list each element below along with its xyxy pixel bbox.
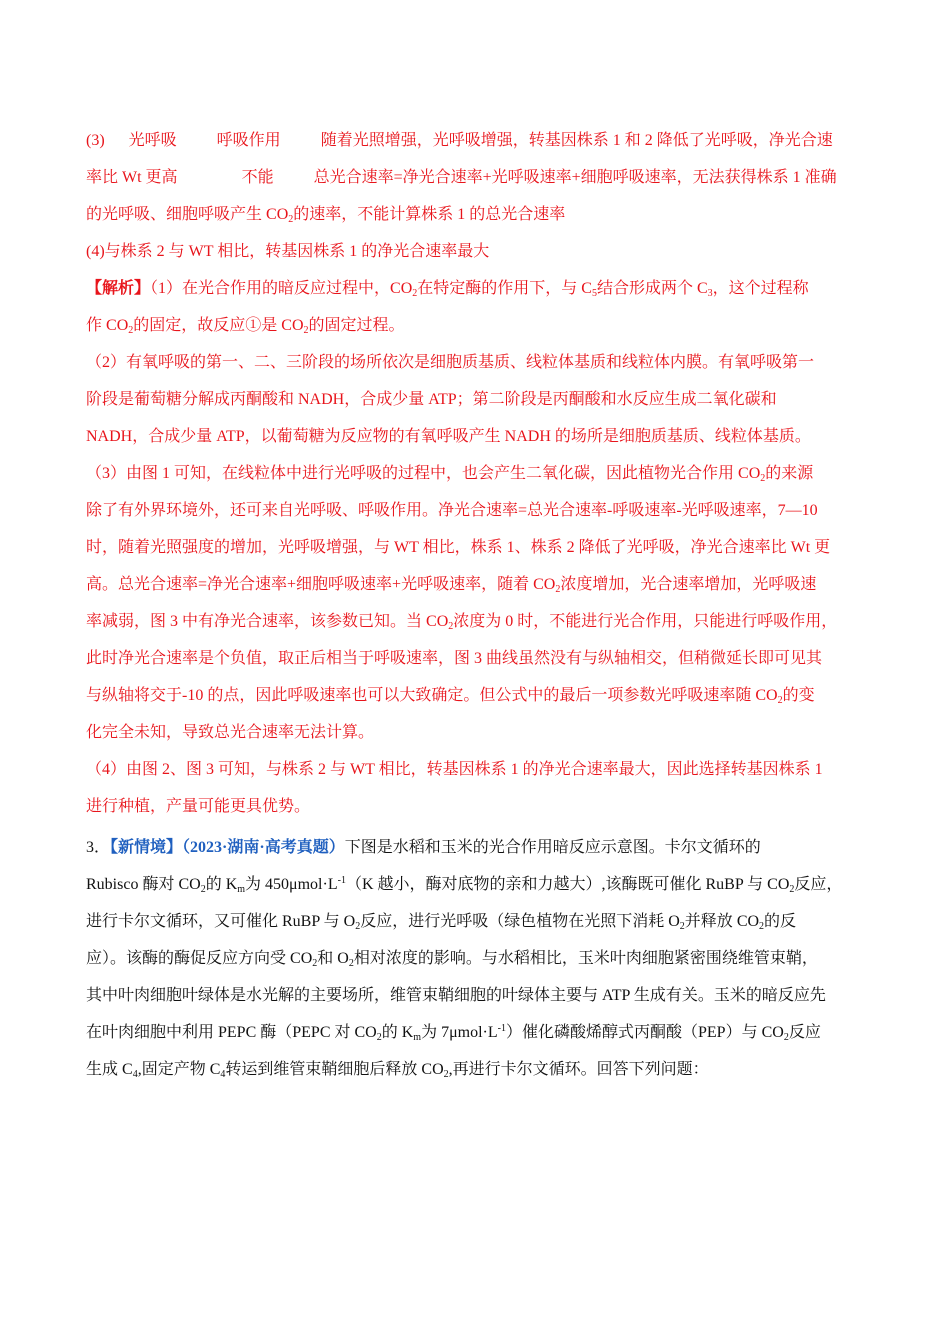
analysis-p1-line-1: 【解析】（1）在光合作用的暗反应过程中，$CO_2$在特定酶的作用下，与 $C_5$结合形成两个 $C_3$，这个过程称: [86, 280, 809, 299]
answer-3-line-2: 率比 Wt 更高 不能 总光合速率=净光合速率+光呼吸速率+细胞呼吸速率，无法获得株系 1 准确: [86, 169, 837, 186]
analysis-p3-line-7: 与纵轴将交于-10 的点，因此呼吸速率也可以大致确定。但公式中的最后一项参数光呼吸速率随 $CO_2$的变: [86, 687, 815, 706]
question-3-line-4: 应）。该酶的酶促反应方向受 $CO_2$和 $O_2$相对浓度的影响。与水稻相比，玉米叶肉细胞紧密围绕维管束鞘，: [86, 950, 818, 969]
analysis-p3-line-5: 率减弱，图 3 中有净光合速率，该参数已知。当 $CO_2$浓度为 0 时，不能进行光合作用，只能进行呼吸作用，: [86, 613, 838, 632]
analysis-p3-line-3: 时，随着光照强度的增加，光呼吸增强，与 WT 相比，株系 1、株系 2 降低了光呼吸，净光合速率比 Wt 更: [86, 539, 831, 556]
analysis-p3-line-1: （3）由图 1 可知，在线粒体中进行光呼吸的过程中，也会产生二氧化碳，因此植物光合作用 $CO_2$的来源: [86, 465, 814, 484]
analysis-p3-line-4: 高。总光合速率=净光合速率+细胞呼吸速率+光呼吸速率，随着 $CO_2$浓度增加，光合速率增加，光呼吸速: [86, 576, 817, 595]
analysis-p1-line-2: 作 $CO_2$的固定，故反应①是 $CO_2$的固定过程。: [86, 317, 405, 336]
answer-3-line-1: (3) 光呼吸 呼吸作用 随着光照增强，光呼吸增强，转基因株系 1 和 2 降低了光呼吸，净光合速: [86, 132, 833, 149]
question-tag: 【新情境】（2023·湖南·高考真题）: [110, 839, 345, 856]
question-3-line-6: 在叶肉细胞中利用 PEPC 酶（PEPC 对 $CO_2$的 $K_m$为 $7\mu mol\cdot L^{-1}$）催化磷酸烯醇式丙酮酸（PEP）与 $CO_2$反应: [86, 1023, 821, 1043]
question-3-line-2: Rubisco 酶对 $CO_2$的 $K_m$为 $450\mu mol\cdot L^{-1}(K$ 越小，酶对底物的亲和力越大）,该酶既可催化 RuBP 与 $CO_2$反应，: [86, 875, 843, 895]
question-3-line-1: 3．【新情境】（2023·湖南·高考真题）下图是水稻和玉米的光合作用暗反应示意图。卡尔文循环的: [86, 839, 761, 856]
analysis-p3-line-2: 除了有外界环境外，还可来自光呼吸、呼吸作用。净光合速率=总光合速率-呼吸速率-光呼吸速率，7—10: [86, 502, 818, 519]
analysis-p4-line-2: 进行种植，产量可能更具优势。: [86, 798, 311, 815]
question-3-section: [86, 829, 866, 1088]
answer-3-line-3: 的光呼吸、细胞呼吸产生 $CO_2$的速率，不能计算株系 1 的总光合速率: [86, 206, 566, 225]
analysis-p2-line-1: （2）有氧呼吸的第一、二、三阶段的场所依次是细胞质基质、线粒体基质和线粒体内膜。有氧呼吸第一: [86, 354, 815, 371]
analysis-tag: 【解析】: [86, 280, 151, 297]
analysis-p3-line-8: 化完全未知，导致总光合速率无法计算。: [86, 724, 375, 741]
question-3-line-7: 生成 $C_4$,固定产物 $C_4$转运到维管束鞘细胞后释放 $CO_2$,再进行卡尔文循环。回答下列问题：: [86, 1061, 709, 1080]
analysis-p4-line-1: （4）由图 2、图 3 可知，与株系 2 与 WT 相比，转基因株系 1 的净光合速率最大，因此选择转基因株系 1: [86, 761, 823, 778]
analysis-p2-line-3: NADH，合成少量 ATP，以葡萄糖为反应物的有氧呼吸产生 NADH 的场所是细胞质基质、线粒体基质。: [86, 428, 811, 445]
question-3-line-5: 其中叶肉细胞叶绿体是水光解的主要场所，维管束鞘细胞的叶绿体主要与 ATP 生成有关。玉米的暗反应先: [86, 987, 826, 1004]
analysis-p2-line-2: 阶段是葡萄糖分解成丙酮酸和 NADH，合成少量 ATP；第二阶段是丙酮酸和水反应生成二氧化碳和: [86, 391, 777, 408]
question-3-line-3: 进行卡尔文循环，又可催化 RuBP 与 $O_2$反应，进行光呼吸（绿色植物在光照下消耗 $O_2$并释放 $CO_2$的反: [86, 913, 797, 932]
answer-section: [86, 122, 866, 825]
analysis-p3-line-6: 此时净光合速率是个负值，取正后相当于呼吸速率，图 3 曲线虽然没有与纵轴相交，但稍微延长即可见其: [86, 650, 823, 667]
answer-4-line: (4)与株系 2 与 WT 相比，转基因株系 1 的净光合速率最大: [86, 243, 490, 260]
